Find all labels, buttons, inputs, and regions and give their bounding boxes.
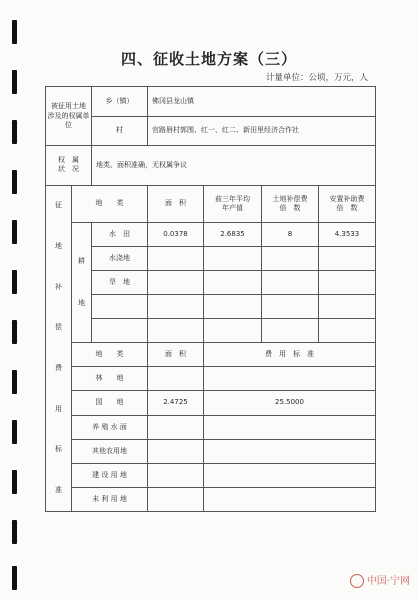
town-value: 佛冈县龙山镇 [148,87,376,117]
table-row [46,295,376,319]
binder-hole [12,370,17,394]
avg-output-cell [204,295,262,319]
avg-output-cell: 2.6835 [204,222,262,246]
area-cell: 2.4725 [148,391,204,415]
land-type-cell: 园 地 [72,391,148,415]
resettle-multiple-cell [319,319,376,343]
area-cell [148,487,204,511]
table-row [46,246,376,270]
resettle-multiple-cell [319,295,376,319]
area-cell [148,415,204,439]
land-type-cell [92,295,148,319]
area-cell [148,319,204,343]
fee-cell [204,367,376,391]
land-type-cell: 旱 地 [92,270,148,294]
unit-note: 计量单位：公顷，万元，人 [265,73,368,83]
land-multiple-cell [262,246,319,270]
fee-cell [204,463,376,487]
binder-hole [12,420,17,444]
watermark: 中国·宁网 [350,572,410,588]
avg-output-cell [204,246,262,270]
land-multiple-cell [262,270,319,294]
col-header-fee-standard: 费 用 标 准 [204,343,376,367]
col-header-avg-output: 前三年平均 年产值 [204,185,262,222]
table-row [46,463,376,487]
village-label: 村 [92,116,148,146]
land-acquisition-table [45,86,376,512]
area-cell [148,367,204,391]
land-type-cell: 未 利 用 地 [72,487,148,511]
resettle-multiple-cell [319,246,376,270]
land-type-cell: 林 地 [72,367,148,391]
area-cell [148,439,204,463]
land-type-cell: 建 设 用 地 [72,463,148,487]
binder-hole [12,220,17,244]
fee-cell [204,439,376,463]
table-row [46,415,376,439]
binder-hole [12,120,17,144]
cultivated-label: 耕 地 [72,222,92,342]
binder-hole [12,566,17,590]
table-row [46,439,376,463]
land-type-cell [92,319,148,343]
land-type-cell: 其他农用地 [72,439,148,463]
ownership-status-value: 地类、面积准确，无权属争议 [92,146,376,185]
area-cell [148,246,204,270]
seal-icon [350,574,364,588]
page-title: 四、征收土地方案（三） [120,50,297,68]
table-row [46,391,376,415]
resettle-multiple-cell [319,270,376,294]
binder-hole [12,470,17,494]
land-multiple-cell: 8 [262,222,319,246]
area-cell [148,270,204,294]
fee-cell [204,487,376,511]
area-cell: 0.0378 [148,222,204,246]
land-multiple-cell [262,295,319,319]
avg-output-cell [204,319,262,343]
col-header-other-land-type: 地 类 [72,343,148,367]
fee-cell: 25.5000 [204,391,376,415]
table-row [46,319,376,343]
col-header-land-multiple: 土地补偿费 倍 数 [262,185,319,222]
binder-hole [12,320,17,344]
town-label: 乡（镇） [92,87,148,117]
col-header-land-type: 地 类 [72,185,148,222]
binder-hole [12,270,17,294]
area-cell [148,295,204,319]
table-row [46,222,376,246]
area-cell [148,463,204,487]
binder-hole [12,70,17,94]
village-value: 官路唇村郭围、红一、红二、新田里经济合作社 [148,116,376,146]
land-type-cell: 水浇地 [92,246,148,270]
col-header-other-area: 面 积 [148,343,204,367]
binder-hole [12,20,17,44]
table-row [46,270,376,294]
binder-hole [12,520,17,544]
fee-cell [204,415,376,439]
col-header-area: 面 积 [148,185,204,222]
col-header-resettle-multiple: 安置补助费 倍 数 [319,185,376,222]
table-row [46,367,376,391]
avg-output-cell [204,270,262,294]
binder-hole [12,170,17,194]
ownership-unit-label: 被征用土地 涉及的权属单位 [46,87,92,146]
land-multiple-cell [262,319,319,343]
land-type-cell: 水 田 [92,222,148,246]
resettle-multiple-cell: 4.3533 [319,222,376,246]
ownership-status-label: 权 属 状 况 [46,146,92,185]
compensation-side-label: 征 地 补 偿 费 用 标 准 [46,185,72,511]
land-type-cell: 养 殖 水 面 [72,415,148,439]
table-row [46,487,376,511]
